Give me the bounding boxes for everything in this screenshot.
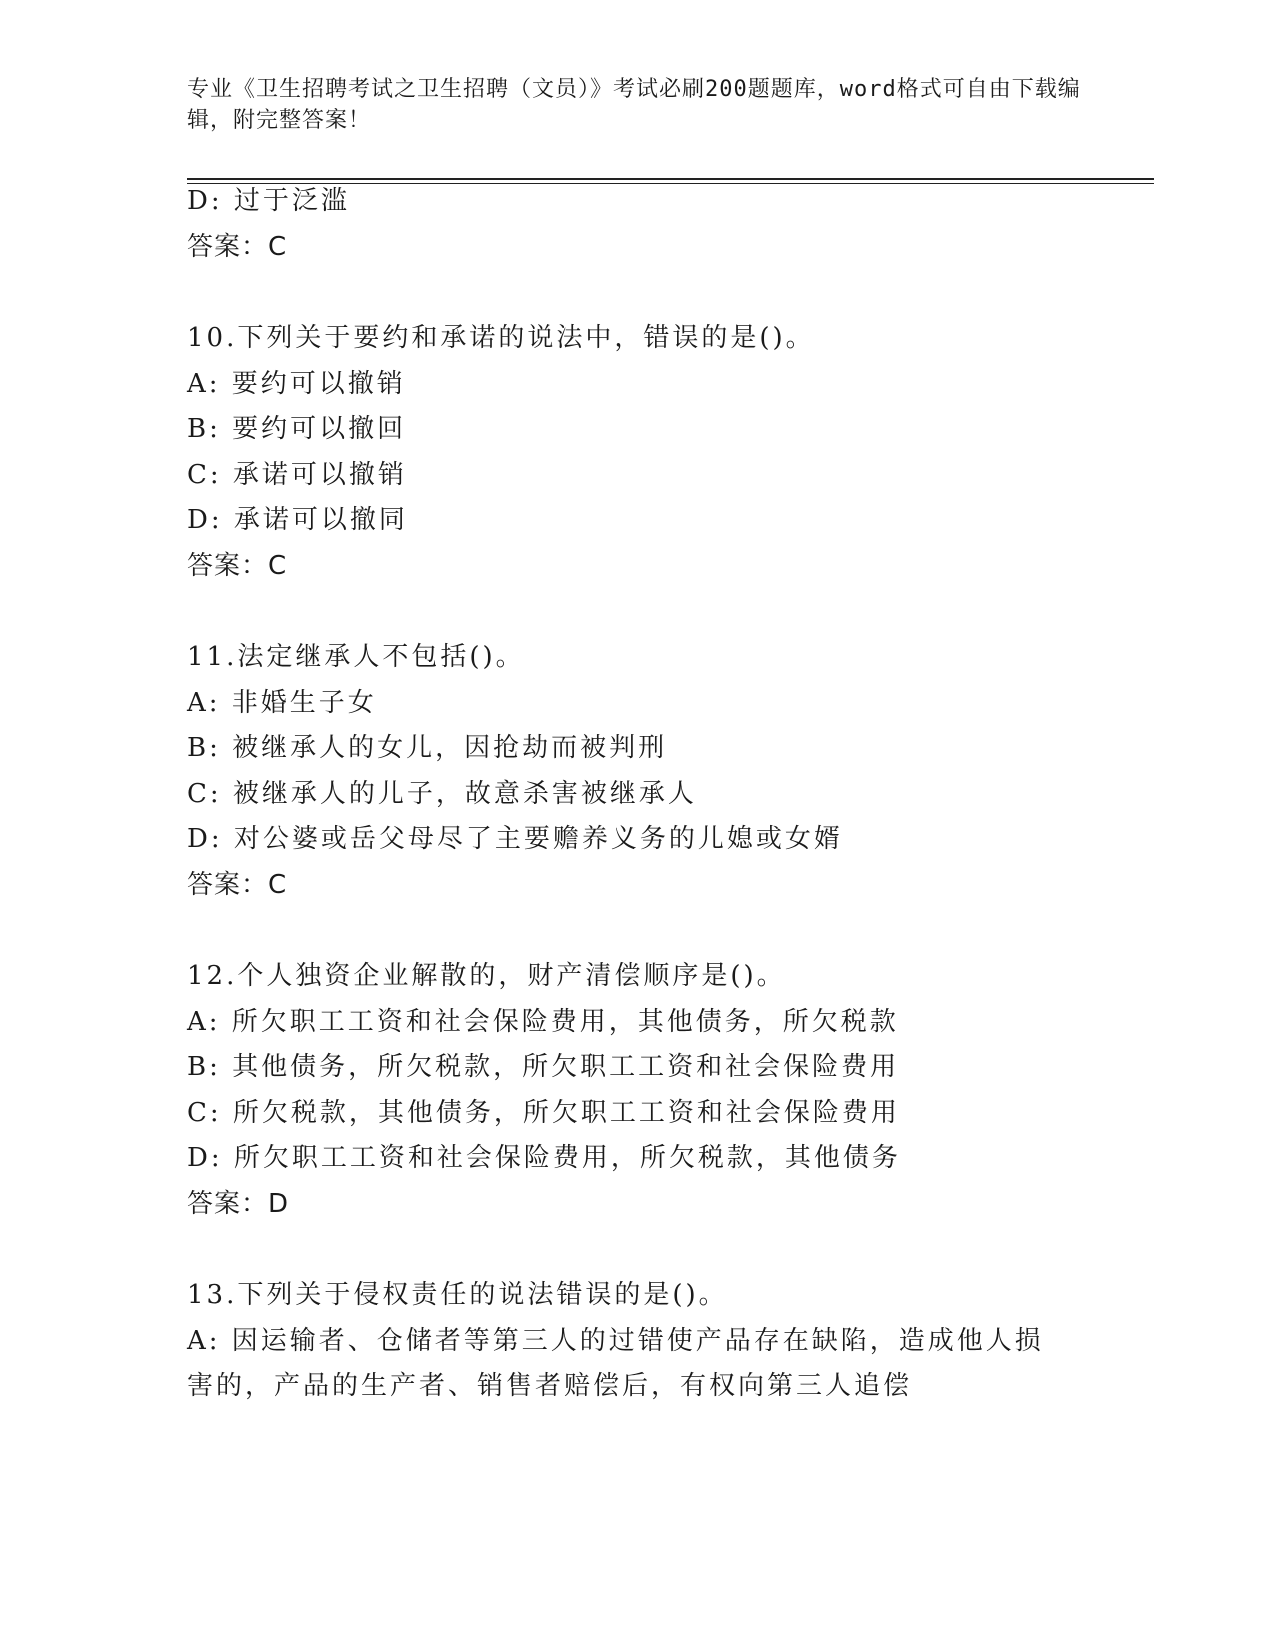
answer-line: 答案：C: [187, 550, 288, 581]
question-block: [187, 1273, 1087, 1410]
option-b: B: 要约可以撤回: [187, 414, 407, 444]
option-c: C: 所欠税款，其他债务，所欠职工工资和社会保险费用: [187, 1097, 900, 1128]
question-stem: 12.个人独资企业解散的，财产清偿顺序是()。: [187, 961, 786, 991]
carry-over-option: D: 过于泛滥: [187, 186, 350, 216]
option-c: C: 被继承人的儿子，故意杀害被继承人: [187, 778, 697, 809]
question-stem: 13.下列关于侵权责任的说法错误的是()。: [187, 1280, 728, 1310]
question-stem: 11.法定继承人不包括()。: [187, 642, 525, 672]
question-block: [187, 635, 1087, 908]
answer-line: 答案：C: [187, 231, 288, 262]
option-d: D: 承诺可以撤同: [187, 505, 408, 535]
question-block: [187, 316, 1087, 589]
answer-line: 答案：D: [187, 1188, 290, 1219]
question-list: [187, 179, 1087, 1410]
question-block: [187, 954, 1087, 1227]
option-c: C: 承诺可以撤销: [187, 459, 407, 490]
option-a: A: 非婚生子女: [187, 687, 377, 718]
option-a: A: 要约可以撤销: [187, 368, 406, 399]
option-b: B: 被继承人的女儿，因抢劫而被判刑: [187, 733, 668, 763]
option-d: D: 所欠职工工资和社会保险费用，所欠税款，其他债务: [187, 1143, 901, 1173]
option-a: A: 因运输者、仓储者等第三人的过错使产品存在缺陷，造成他人损害的，产品的生产者、销售者赔偿后，有权向第三人追偿: [187, 1325, 1044, 1401]
document-header: 专业《卫生招聘考试之卫生招聘（文员）》考试必刷200题题库，word格式可自由下载编辑，附完整答案！: [187, 77, 1081, 133]
answer-line: 答案：C: [187, 869, 288, 900]
question-stem: 10.下列关于要约和承诺的说法中，错误的是()。: [187, 323, 815, 353]
option-b: B: 其他债务，所欠税款，所欠职工工资和社会保险费用: [187, 1052, 900, 1082]
option-a: A: 所欠职工工资和社会保险费用，其他债务，所欠税款: [187, 1006, 899, 1037]
option-d: D: 对公婆或岳父母尽了主要赡养义务的儿媳或女婿: [187, 824, 843, 854]
